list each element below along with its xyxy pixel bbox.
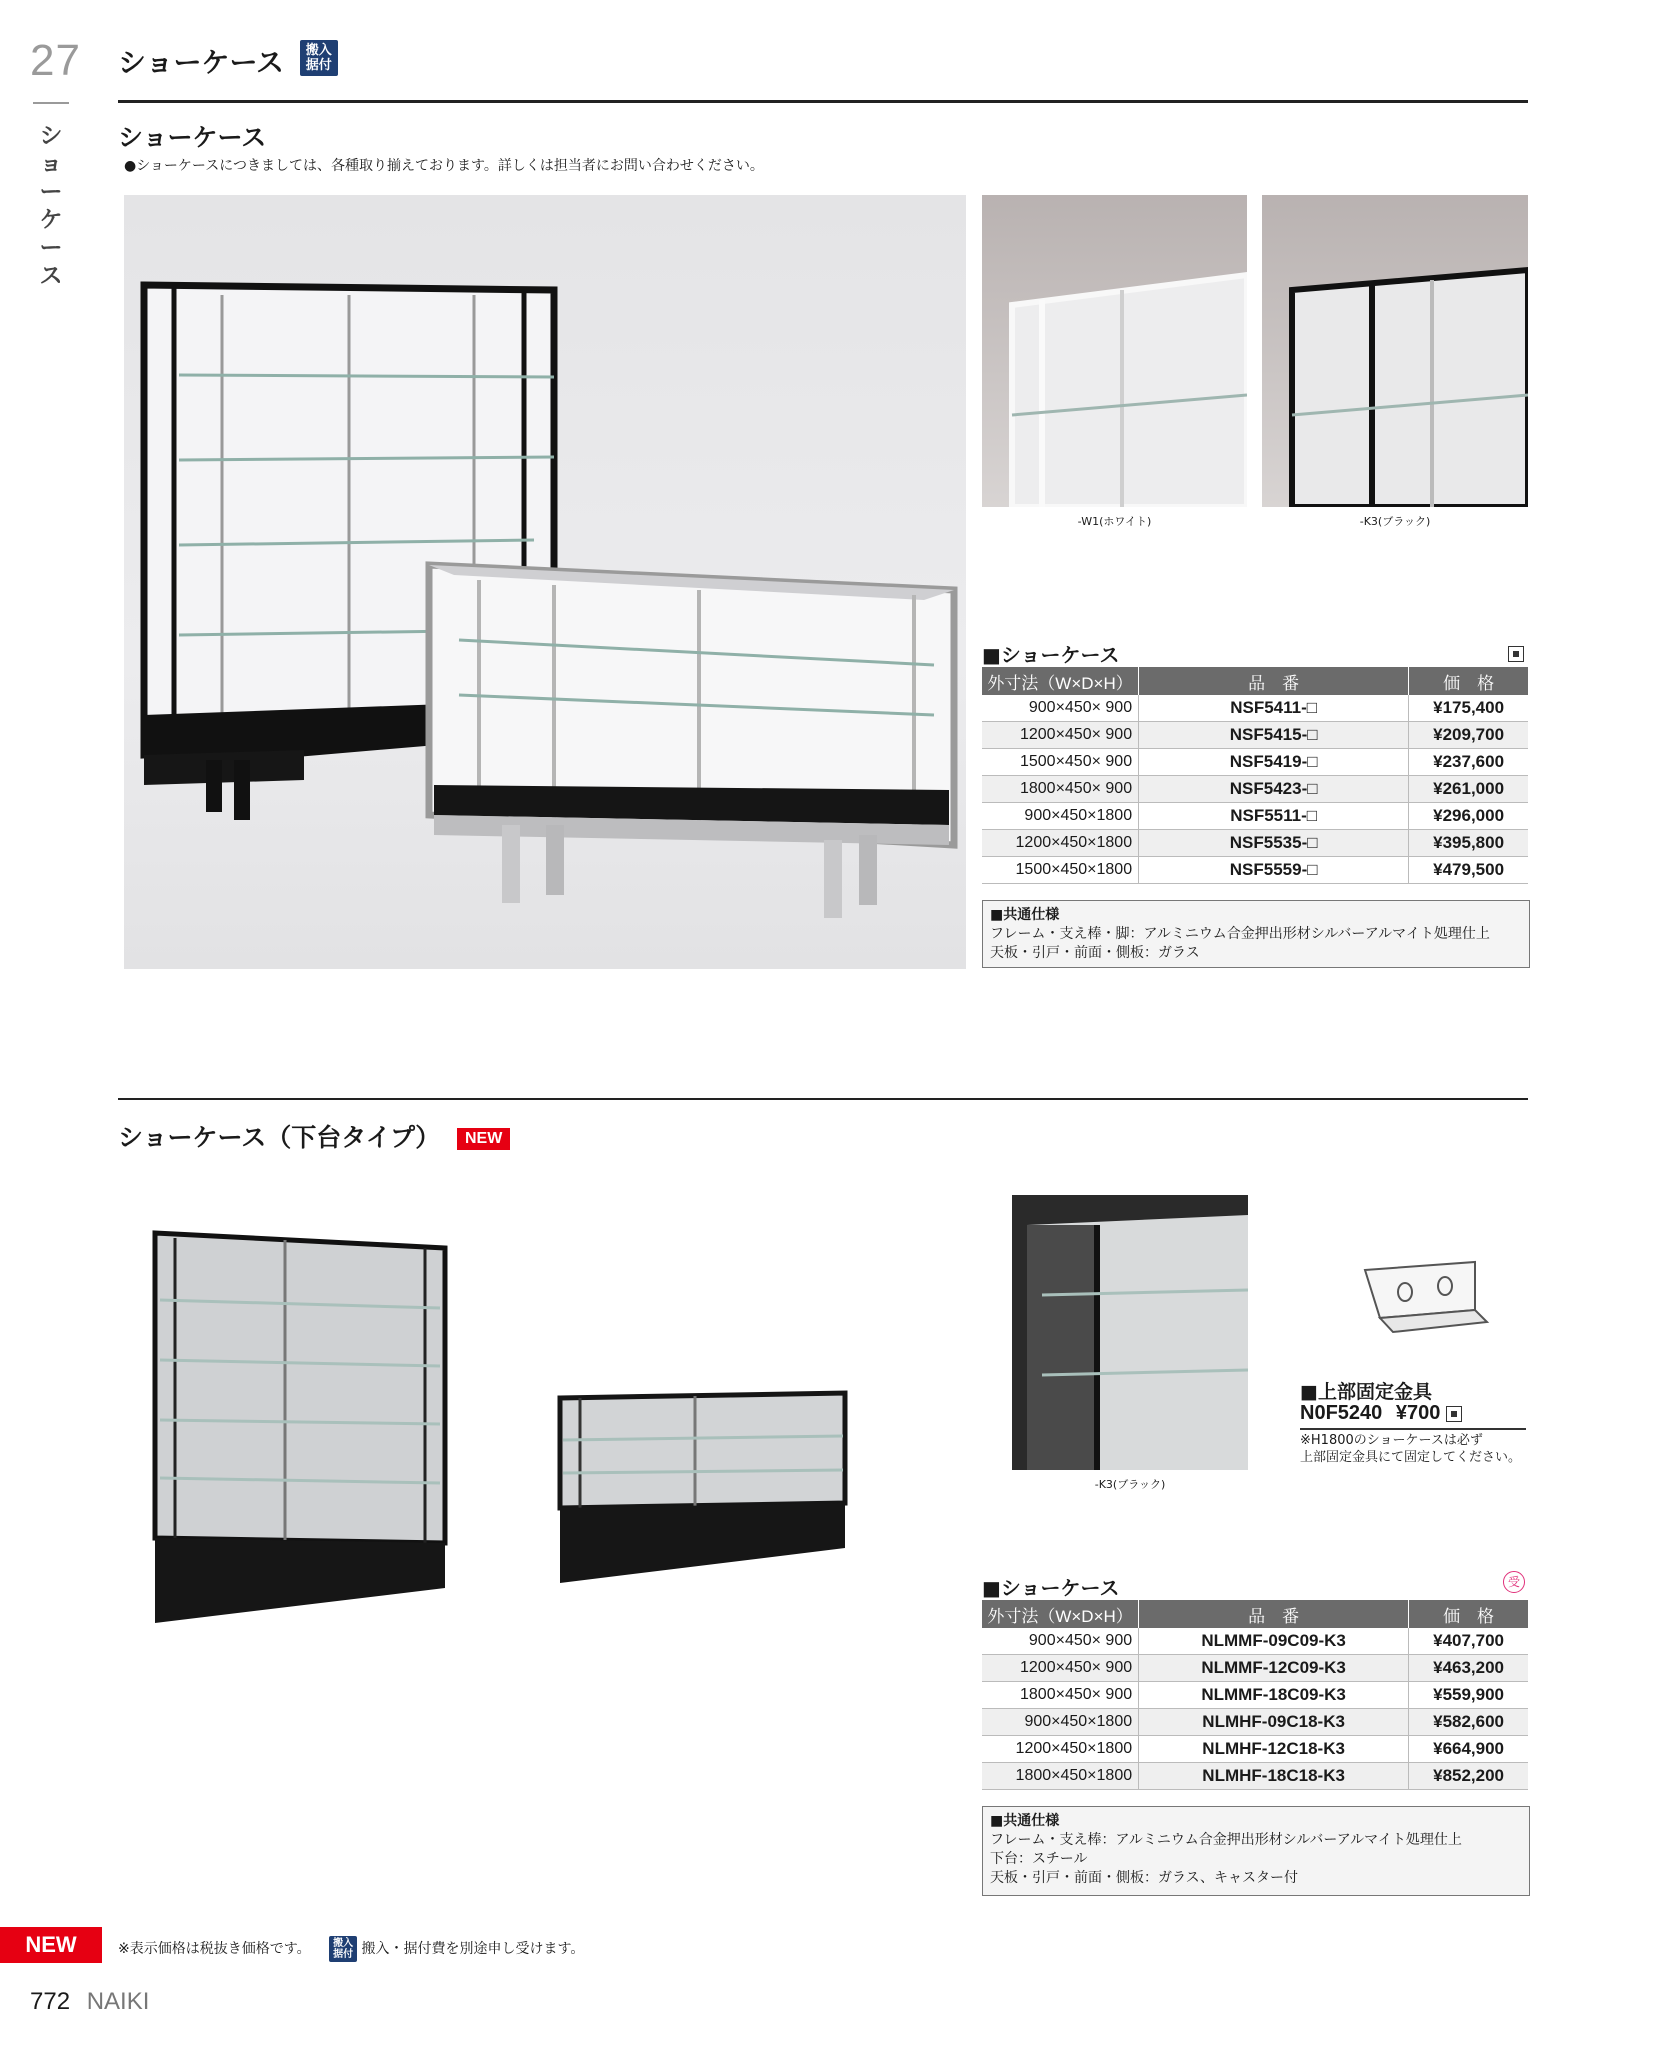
table-row: 1800×450× 900 NSF5423-□ ¥261,000 — [982, 776, 1528, 803]
table-row: 1800×450× 900 NLMMF-18C09-K3 ¥559,900 — [982, 1682, 1528, 1709]
table-row: 1500×450×1800 NSF5559-□ ¥479,500 — [982, 857, 1528, 884]
price-table-2 — [982, 1600, 1528, 1790]
col-price: 価 格 — [1409, 1600, 1528, 1628]
table-row: 1200×450× 900 NLMMF-12C09-K3 ¥463,200 — [982, 1655, 1528, 1682]
new-badge: NEW — [457, 1128, 510, 1150]
page-footer — [30, 1988, 149, 2016]
accessory-title: ■上部固定金具 — [1300, 1381, 1432, 1403]
install-badge: 搬入据付 — [300, 40, 338, 76]
col-code: 品 番 — [1139, 1600, 1409, 1628]
chapter-label: ショーケース — [39, 123, 63, 289]
chapter-rule — [33, 102, 69, 104]
accessory-code: N0F5240 — [1300, 1402, 1383, 1424]
bracket-icon — [1355, 1260, 1490, 1338]
table-row: 1500×450× 900 NSF5419-□ ¥237,600 — [982, 749, 1528, 776]
col-dimensions: 外寸法（W×D×H） — [982, 667, 1139, 695]
col-price: 価 格 — [1409, 667, 1528, 695]
table-row: 1800×450×1800 NLMHF-18C18-K3 ¥852,200 — [982, 1763, 1528, 1790]
accessory-price: ¥700 — [1395, 1402, 1441, 1424]
table1-title: ■ショーケース — [982, 643, 1120, 667]
black-base-variant-photo — [1012, 1195, 1248, 1470]
tax-note: ※表示価格は税抜き価格です。 — [118, 1941, 311, 1957]
order-symbol-icon: 受 — [1503, 1571, 1525, 1593]
spec-box-1: ■共通仕様 フレーム・支え棒・脚：アルミニウム合金押出形材シルバーアルマイト処理仕上 天板・引戸・前面・側板：ガラス — [982, 900, 1530, 968]
spec-box-2: ■共通仕様 フレーム・支え棒：アルミニウム合金押出形材シルバーアルマイト処理仕上 下台：スチール 天板・引戸・前面・側板：ガラス、キャスター付 — [982, 1806, 1530, 1896]
accessory-rule — [1300, 1428, 1526, 1430]
brand-name: NAIKI — [86, 1988, 150, 2015]
table-row: 900×450× 900 NSF5411-□ ¥175,400 — [982, 695, 1528, 722]
table-row: 1200×450×1800 NSF5535-□ ¥395,800 — [982, 830, 1528, 857]
col-code: 品 番 — [1139, 667, 1409, 695]
low-base-showcase-photo — [555, 1388, 850, 1588]
caption-black-2: -K3(ブラック) — [1094, 1478, 1166, 1491]
header-rule — [118, 100, 1528, 103]
table2-title: ■ショーケース — [982, 1576, 1120, 1600]
install-note: 搬入・据付費を別途申し受けます。 — [361, 1941, 585, 1957]
col-dimensions: 外寸法（W×D×H） — [982, 1600, 1139, 1628]
footer-new-tag: NEW — [0, 1927, 102, 1963]
section1-note: ●ショーケースにつきましては、各種取り揃えております。詳しくは担当者にお問い合わせください。 — [124, 158, 764, 174]
chapter-number: 27 — [30, 36, 81, 85]
price-table-1 — [982, 667, 1528, 884]
page-number: 772 — [30, 1988, 71, 2015]
showcase-illustration — [124, 195, 966, 969]
tall-base-showcase-photo — [150, 1228, 450, 1623]
black-variant-photo — [1262, 195, 1528, 507]
section1-title: ショーケース — [118, 123, 267, 152]
caption-black: -K3(ブラック) — [1359, 515, 1431, 528]
section2-rule — [118, 1098, 1528, 1100]
page-header — [118, 40, 338, 81]
table-row: 1200×450×1800 NLMHF-12C18-K3 ¥664,900 — [982, 1736, 1528, 1763]
section2-title: ショーケース（下台タイプ） NEW — [118, 1118, 510, 1154]
table-row: 1200×450× 900 NSF5415-□ ¥209,700 — [982, 722, 1528, 749]
table-row: 900×450×1800 NSF5511-□ ¥296,000 — [982, 803, 1528, 830]
white-variant-photo — [982, 195, 1247, 507]
accessory-notes: ※H1800のショーケースは必ず 上部固定金具にて固定してください。 — [1300, 1433, 1522, 1465]
symbol-icon — [1508, 643, 1524, 662]
table-row: 900×450× 900 NLMMF-09C09-K3 ¥407,700 — [982, 1628, 1528, 1655]
showcase-main-photo — [124, 195, 966, 969]
caption-white: -W1(ホワイト) — [1077, 515, 1152, 528]
table-row: 900×450×1800 NLMHF-09C18-K3 ¥582,600 — [982, 1709, 1528, 1736]
accessory-code-price — [1300, 1402, 1462, 1425]
symbol-icon — [1446, 1406, 1462, 1422]
footer-notes — [118, 1936, 584, 1962]
install-badge: 搬入据付 — [329, 1936, 357, 1962]
page-header-title: ショーケース — [118, 46, 285, 79]
